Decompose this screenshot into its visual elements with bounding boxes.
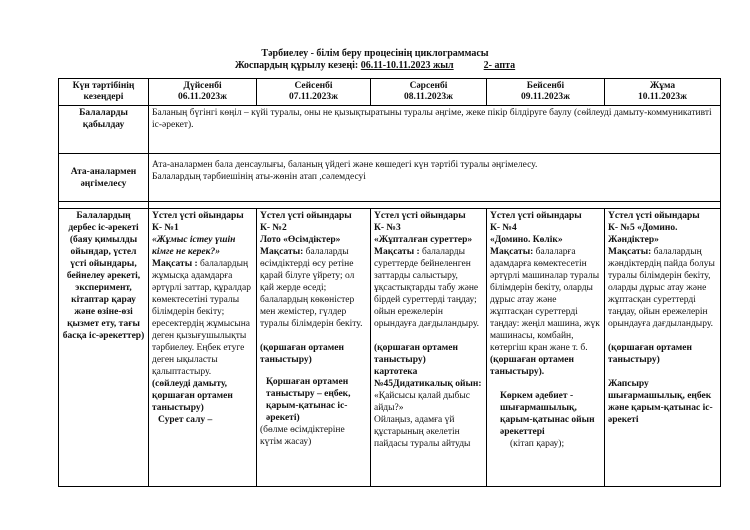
- goal: [260, 246, 367, 330]
- wednesday-activity: [371, 209, 487, 487]
- day-header: [605, 79, 721, 106]
- activity-heading: Үстел үсті ойындары: [608, 211, 700, 221]
- didactic-game-text: Ойлаңыз, адамға үй құстарының әкелетін пайдасы туралы айтуды: [374, 415, 471, 449]
- extra-activity-title: Қоршаған ортамен таныстыру – еңбек, қарым-қатынас іс-әрекеті): [266, 377, 351, 423]
- goal: [490, 246, 601, 354]
- cyclogram-table: [58, 78, 721, 487]
- day-name: Дүйсенбі: [183, 81, 222, 91]
- routine-header: Күн тәртібінің кезеңдері: [59, 79, 149, 106]
- day-name: Сейсенбі: [294, 81, 333, 91]
- parents-line-2: Балалардың тәрбиешінің аты-жөнін атап ,сәлемдесуі: [152, 172, 366, 182]
- goal: [374, 246, 483, 330]
- goal-label: Мақсаты:: [490, 247, 534, 257]
- thursday-activity: [487, 209, 605, 487]
- day-date: 09.11.2023ж: [520, 92, 571, 102]
- card-number: К- №1: [152, 223, 179, 233]
- document-title: Тәрбиелеу - білім беру процесінің циклограммасы: [261, 48, 489, 59]
- didactic-game-number: №45Дидатикалық ойын:: [374, 379, 482, 389]
- game-title: «Жұмыс істеу үшін кімге не керек?»: [152, 235, 236, 257]
- extra-activity-title: Көркем әдебиет - шығармашылық, қарым-қатынас ойын әрекеттері: [500, 391, 595, 437]
- activity-heading: Үстел үсті ойындары: [260, 211, 352, 221]
- goal-label: Мақсаты :: [374, 247, 420, 257]
- parents-text: [149, 154, 721, 202]
- friday-activity: [605, 209, 721, 487]
- goal-text: балаларға адамдарға көмектесетін әртүрлі машиналар туралы білімдерін бекіту, оларды дұрыс атау және жұптасқан суреттерді таңдау: жеңіл машина, жүк машинасы, комбайн, көтергіш кран және т. б.: [490, 247, 600, 353]
- card-number: К- №4: [490, 223, 517, 233]
- didactic-game-title: «Қайсысы қалай дыбыс айды?»: [374, 391, 470, 413]
- goal: [608, 246, 717, 330]
- day-name: Сәрсенбі: [409, 81, 448, 91]
- day-header: [149, 79, 257, 106]
- activity-note: (қоршаған ортамен таныстыру).: [490, 355, 574, 377]
- activity-heading: Үстел үсті ойындары: [152, 211, 244, 221]
- activity-note: (қоршаған ортамен таныстыру): [608, 343, 692, 365]
- goal-text: балалардың жұмысқа адамдарға әртүрлі заттар, құралдар көмектесетіні туралы білімдерін бекіту; ересектердің жұмысына деген қызығушылықты тәрбиелеу. Еңбек етуге деген ықыласты қалыптастыру.: [152, 259, 251, 377]
- reception-text: Баланың бүгінгі көңіл – күйі туралы, оны не қызықтыратыны туралы әңгіме, жеке пікір білдіруге баулу (сөйлеуді дамыту-коммуникативті іс-әрекет).: [149, 106, 721, 154]
- day-name: Жұма: [649, 81, 676, 91]
- extra-activity: Сурет салу –: [158, 415, 213, 425]
- day-header: [487, 79, 605, 106]
- parents-line-1: Ата-аналармен бала денсаулығы, баланың үйдегі және көшедегі күн тәртібі туралы әңгімелесу.: [152, 160, 538, 170]
- card-number: К- №3: [374, 223, 401, 233]
- week-number: 2- апта: [483, 60, 516, 71]
- activity-description: (баяу қимылды ойындар, үстел үсті ойындары, бейнелеу әрекеті, эксперимент, кітаптар қарау және өзіне-өзі қызмет ету, тағы басқа іс-әрекеттер): [62, 235, 145, 341]
- activity-label: [59, 209, 149, 487]
- activity-note: (қоршаған ортамен таныстыру): [260, 343, 344, 365]
- period-prefix: Жоспардың құрылу кезеңі:: [234, 60, 361, 71]
- day-header: [371, 79, 487, 106]
- parents-row: [59, 154, 721, 202]
- activity-heading: Үстел үсті ойындары: [374, 211, 466, 221]
- activity-note: (сөйлеуді дамыту, қоршаған ортамен таныстыру): [152, 379, 233, 413]
- activity-note: (қоршаған ортамен таныстыру): [374, 343, 458, 365]
- goal-text: балалардың жәндіктердің пайда болуы туралы білімдерін бекіту, оларды дұрыс атау және жұптасқан суреттерді таңдау, ойын ережелерін орындауға дағдыландыру.: [608, 247, 715, 329]
- goal: [152, 258, 253, 378]
- card-file: картотека: [374, 367, 418, 377]
- plan-period: [0, 60, 750, 71]
- day-header: [257, 79, 371, 106]
- parents-label: Ата-аналармен әңгімелесу: [59, 154, 149, 202]
- game-title: «Жұпталған суреттер»: [374, 235, 473, 245]
- spacer-row: [59, 202, 721, 209]
- goal-text: балаларды өсімдіктерді өсу ретіне қарай білуге үйрету; ол қай жерде өседі; балалардың көкөністер мен жемістер, гүлдер туралы білімдерін бекіту.: [260, 247, 363, 329]
- period-value: 06.11-10.11.2023 жыл: [360, 60, 454, 71]
- activity-title: Балалардың дербес іс-әрекеті: [68, 211, 139, 233]
- extra-activity-title: Жапсыру шығармашылық, еңбек және қарым-қатынас іс-әрекеті: [608, 379, 713, 425]
- tuesday-activity: [257, 209, 371, 487]
- game-title: Лото «Өсімдіктер»: [260, 235, 341, 245]
- extra-activity-text: (кітап қарау);: [510, 439, 565, 449]
- spacer-cell: [149, 202, 721, 209]
- reception-row: [59, 106, 721, 154]
- activity-row: [59, 209, 721, 487]
- day-date: 10.11.2023ж: [637, 92, 688, 102]
- day-name: Бейсенбі: [526, 81, 565, 91]
- day-date: 06.11.2023ж: [177, 92, 228, 102]
- card-number: К- №2: [260, 223, 287, 233]
- spacer-cell: [59, 202, 149, 209]
- day-date: 07.11.2023ж: [288, 92, 339, 102]
- goal-label: Мақсаты :: [152, 259, 198, 269]
- monday-activity: [149, 209, 257, 487]
- goal-text: балаларды суреттерде бейнеленген заттарды салыстыру, ұқсастықтарды табу және бірдей суреттерді таңдау; ойын ережелерін орындауға дағдыландыру.: [374, 247, 479, 329]
- goal-label: Мақсаты:: [608, 247, 652, 257]
- header-row: [59, 79, 721, 106]
- goal-label: Мақсаты:: [260, 247, 304, 257]
- card-number: К- №5 «Домино. Жәндіктер»: [608, 223, 678, 245]
- day-date: 08.11.2023ж: [403, 92, 454, 102]
- game-title: «Домино. Көлік»: [490, 235, 563, 245]
- reception-label: Балаларды қабылдау: [59, 106, 149, 154]
- extra-activity-text: (бөлме өсімдіктеріне күтім жасау): [260, 425, 345, 447]
- activity-heading: Үстел үсті ойындары: [490, 211, 582, 221]
